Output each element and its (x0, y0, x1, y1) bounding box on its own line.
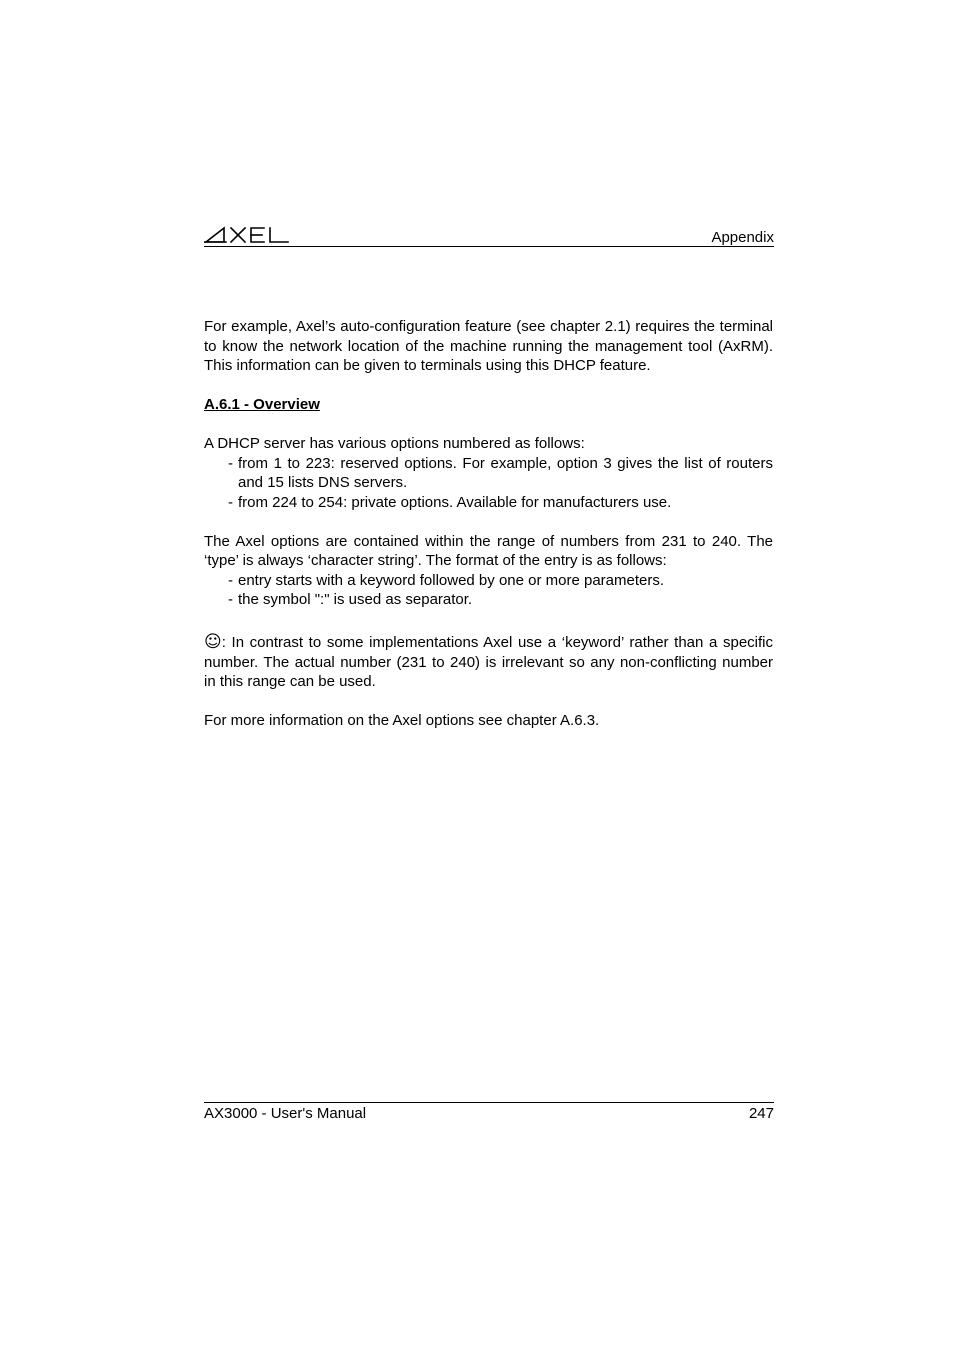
section-heading: A.6.1 - Overview (204, 396, 320, 413)
smiley-icon: ☺ (204, 632, 222, 652)
list-item: - from 224 to 254: private options. Available for manufacturers use. (228, 493, 672, 511)
list-item: - entry starts with a keyword followed by one or more parameters. (228, 571, 665, 589)
manual-title: AX3000 - User's Manual (204, 1105, 367, 1122)
options-intro: A DHCP server has various options numbered as follows: (204, 435, 585, 452)
list-item: - the symbol ":" is used as separator. (228, 591, 473, 608)
more-info-paragraph: For more information on the Axel options see chapter A.6.3. (204, 712, 600, 729)
page-header (204, 222, 774, 247)
page-footer (204, 1102, 774, 1125)
format-list (204, 571, 773, 610)
note-paragraph (204, 633, 773, 692)
page-number: 247 (748, 1105, 774, 1122)
note-text: : In contrast to some implementations Axel use a ‘keyword’ rather than a specific number. The actual number (231 to 240) is irrelevant so any non-conflicting number in this range can be used. (204, 634, 773, 690)
intro-paragraph: For example, Axel’s auto-configuration feature (see chapter 2.1) requires the terminal to know the network location of the machine running the management tool (AxRM). This information can be given to terminals using this DHCP feature. (204, 318, 773, 374)
axel-logo (204, 226, 290, 244)
section-name: Appendix (711, 229, 774, 246)
list-item: - from 1 to 223: reserved options. For example, option 3 gives the list of routers and 15 lists DNS servers. (228, 454, 773, 491)
axel-options-paragraph: The Axel options are contained within the range of numbers from 231 to 240. The ‘type’ is always ‘character string’. The format of the entry is as follows: (204, 532, 773, 569)
options-list (204, 454, 773, 513)
page-body (204, 317, 773, 731)
